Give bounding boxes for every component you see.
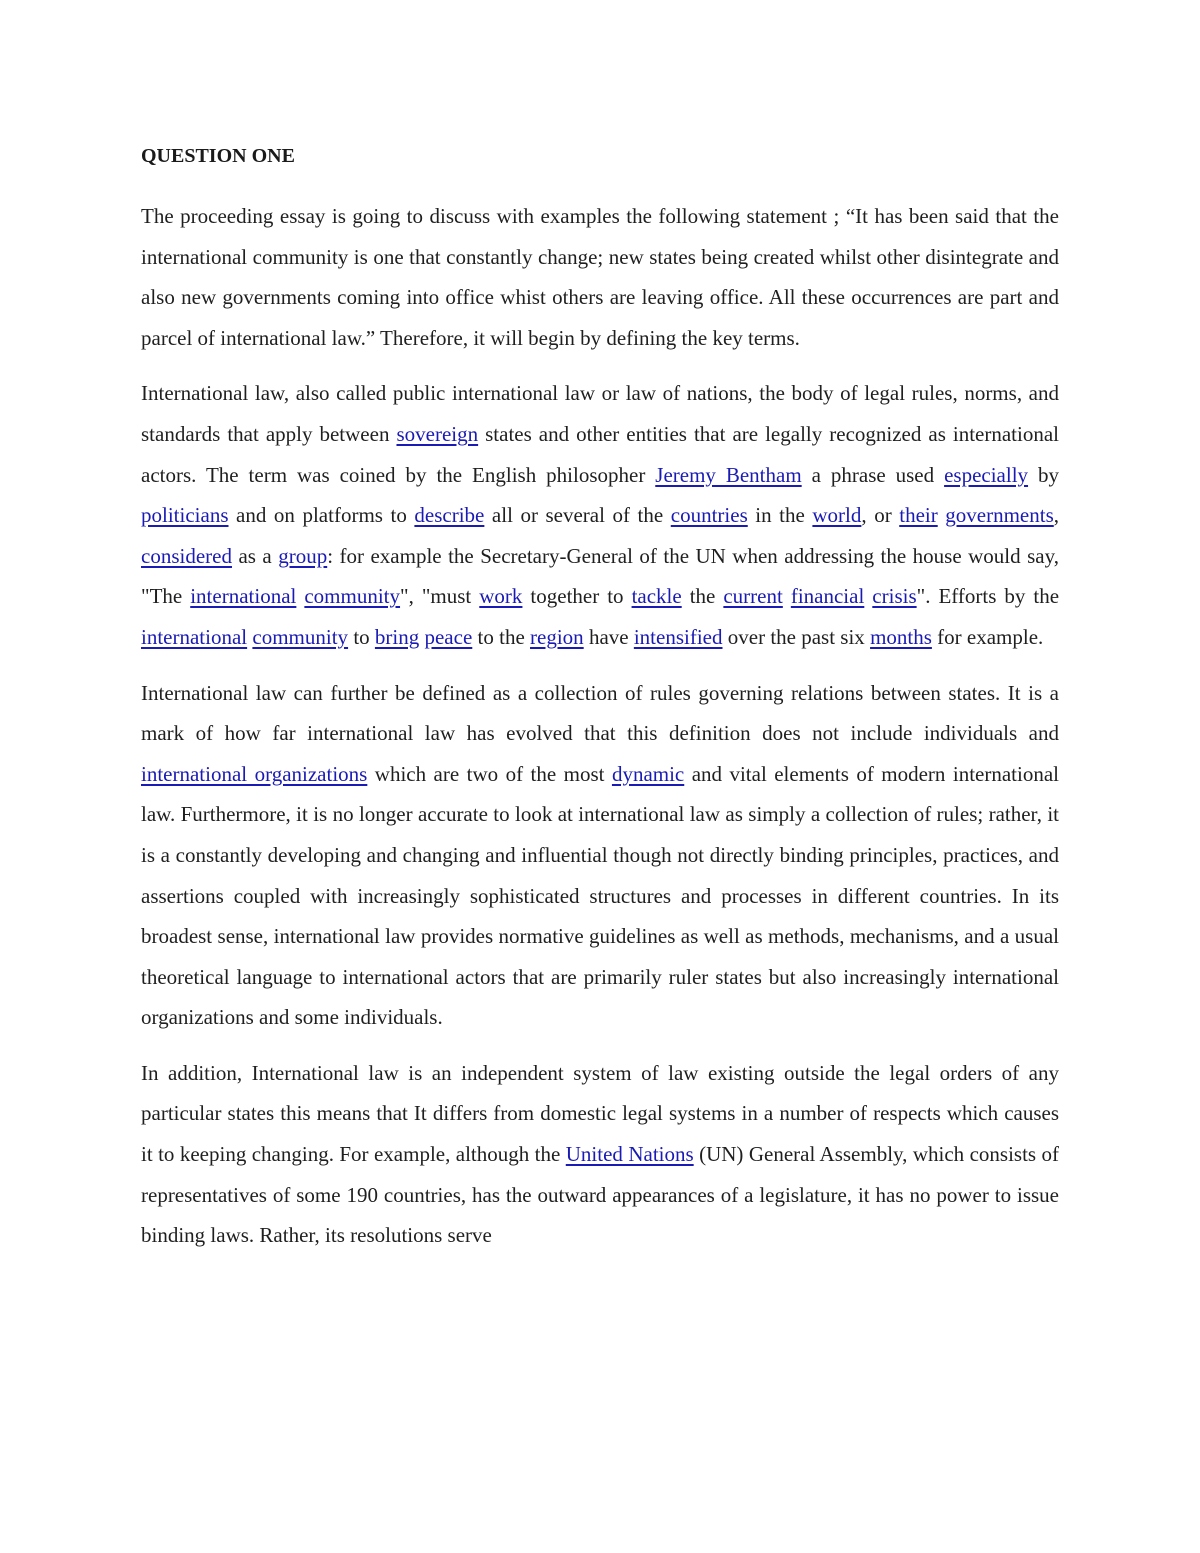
hyperlink[interactable]: region [530, 624, 584, 649]
hyperlink[interactable]: peace [424, 624, 473, 649]
hyperlink[interactable]: dynamic [611, 761, 685, 786]
hyperlink[interactable]: United Nations [565, 1142, 694, 1167]
paragraphs [141, 196, 1059, 1256]
paragraph-4 [141, 1053, 1059, 1256]
hyperlink[interactable]: describe [414, 503, 485, 528]
text-run: in the [747, 503, 813, 528]
hyperlink[interactable]: community [304, 584, 401, 609]
text-run: over the past six [722, 624, 871, 649]
text-run: and vital elements of modern international law. Furthermore, it is no longer accurate to look at international law as simply a collection of rules; rather, it is a constantly developing and changing and influential though not directly binding principles, practices, and assertions coupled with increasingly sophisticated structures and processes in different countries. In its broadest sense, international law provides normative guidelines as well as methods, mechanisms, and a usual theoretical language to international actors that are primarily ruler states but also increasingly international organizations and some individuals. [141, 761, 1059, 1030]
hyperlink[interactable]: work [479, 584, 523, 609]
paragraph-1 [141, 196, 1059, 358]
hyperlink[interactable]: group [278, 543, 328, 568]
text-run: all or several of the [484, 503, 671, 528]
hyperlink[interactable]: international [190, 584, 297, 609]
text-run: for example. [931, 624, 1044, 649]
text-run: , [1053, 503, 1060, 528]
hyperlink[interactable]: months [870, 624, 932, 649]
text-run: which are two of the most [367, 761, 612, 786]
text-run: states and other entities that are legally recognized as international actors. The term was coined by the English philosopher [141, 421, 1060, 487]
hyperlink[interactable]: tackle [631, 584, 682, 609]
page-title: QUESTION ONE [141, 145, 295, 167]
hyperlink[interactable]: considered [141, 543, 232, 568]
hyperlink[interactable]: countries [670, 503, 748, 528]
text-run: : for example the Secretary-General of the UN when addressing the house would say, "The [141, 543, 1059, 609]
text-run: and on platforms to [228, 503, 415, 528]
hyperlink[interactable]: sovereign [396, 421, 479, 446]
hyperlink[interactable]: bring [374, 624, 420, 649]
hyperlink[interactable]: governments [945, 503, 1054, 528]
hyperlink[interactable]: world [812, 503, 862, 528]
hyperlink[interactable]: Jeremy Bentham [655, 462, 802, 487]
paragraph-3 [141, 673, 1059, 1038]
text-run: as a [231, 543, 279, 568]
text-run: to the [472, 624, 531, 649]
text-run: have [583, 624, 634, 649]
hyperlink[interactable]: financial [790, 584, 865, 609]
hyperlink[interactable]: especially [944, 462, 1029, 487]
hyperlink[interactable]: politicians [141, 503, 229, 528]
hyperlink[interactable]: crisis [872, 584, 917, 609]
text-run: the [681, 584, 724, 609]
document-body [141, 142, 1059, 1271]
text-run: ". Efforts by the [916, 584, 1060, 609]
hyperlink[interactable]: their [899, 503, 938, 528]
hyperlink[interactable]: intensified [633, 624, 723, 649]
hyperlink[interactable]: community [252, 624, 349, 649]
text-run [783, 584, 791, 608]
text-run: In addition, International law is an independent system of law existing outside the legal orders of any particular states this means that It differs from domestic legal systems in a number of respects which causes it to keeping changing. For example, although the [141, 1060, 1059, 1167]
hyperlink[interactable]: international [141, 624, 248, 649]
text-run: ", "must [400, 584, 480, 609]
text-run: together to [522, 584, 632, 609]
text-run: (UN) General Assembly, which consists of representatives of some 190 countries, has the outward appearances of a legislature, it has no power to issue binding laws. Rather, its resolutions serve [141, 1142, 1060, 1248]
text-run: International law can further be defined as a collection of rules governing relations between states. It is a mark of how far international law has evolved that this definition does not include individuals and [141, 680, 1059, 746]
hyperlink[interactable]: international organizations [141, 761, 368, 786]
text-run: The proceeding essay is going to discuss with examples the following statement ; “It has been said that the international community is one that constantly change; new states being created whilst other disintegrate and also new governments coming into office whist others are leaving office. All these occurrences are part and parcel of international law.” Therefore, it will begin by defining the key terms. [141, 204, 1059, 350]
text-run: a phrase used [801, 462, 945, 487]
paragraph-2 [141, 373, 1059, 657]
text-run: to [348, 624, 375, 649]
hyperlink[interactable]: current [723, 584, 783, 609]
text-run: International law, also called public international law or law of nations, the body of legal rules, norms, and standards that apply between [141, 381, 1059, 446]
text-run: by [1028, 462, 1059, 487]
text-run: , or [861, 503, 900, 528]
